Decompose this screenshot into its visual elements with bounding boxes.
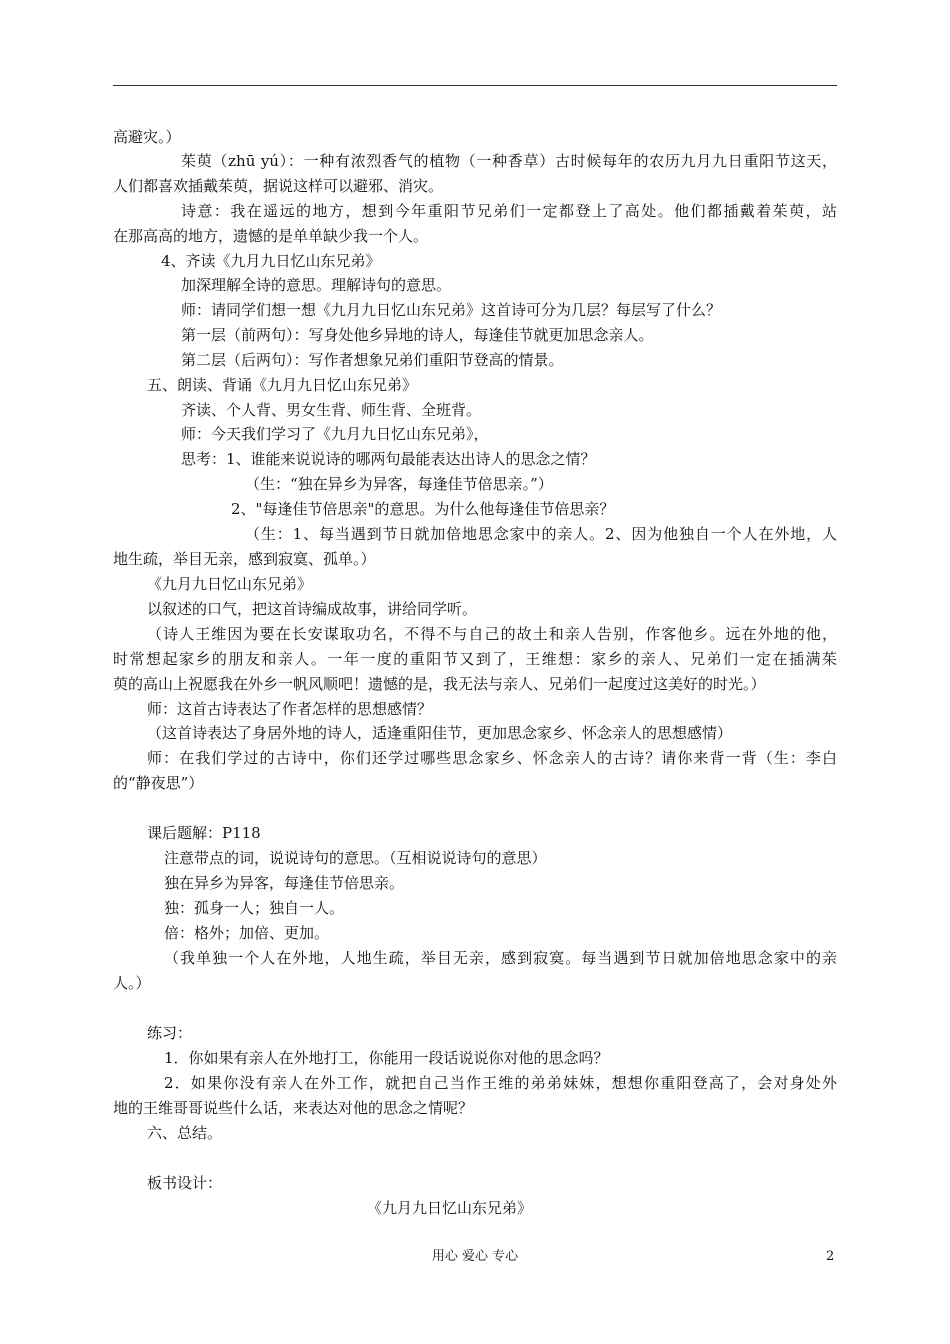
text-line: （生：“独在异乡为异客，每逢佳节倍思亲。”）: [245, 475, 553, 493]
section-heading: 4、齐读《九月九日忆山东兄弟》: [161, 252, 381, 270]
text-line: 人。）: [113, 974, 151, 992]
text-line: 《九月九日忆山东兄弟》: [147, 575, 313, 593]
text-line: 地的王维哥哥说些什么话，来表达对他的思念之情呢？: [113, 1099, 474, 1117]
section-heading: 六、总结。: [147, 1124, 223, 1142]
text-line: 加深理解全诗的意思。理解诗句的意思。: [181, 276, 452, 294]
header-rule: [113, 85, 837, 86]
text-line: 思考：1、谁能来说说诗的哪两句最能表达出诗人的思念之情？: [181, 450, 596, 468]
text-line: 第二层（后两句）：写作者想象兄弟们重阳节登高的情景。: [181, 351, 564, 369]
text-line: 诗意：我在遥远的地方，想到今年重阳节兄弟们一定都登上了高处。他们都插戴着茱萸，站: [181, 202, 837, 220]
text-line: 独在异乡为异客，每逢佳节倍思亲。: [164, 874, 405, 892]
text-line: （我单独一个人在外地，人地生疏，举目无亲，感到寂寞。每当遇到节日就加倍地思念家中的亲: [164, 949, 837, 967]
text-line: 倍：格外；加倍、更加。: [164, 924, 330, 942]
section-heading: 五、朗读、背诵《九月九日忆山东兄弟》: [147, 376, 418, 394]
footer-motto: 用心 爱心 专心: [431, 1249, 519, 1264]
text-line: 以叙述的口气，把这首诗编成故事，讲给同学听。: [147, 600, 478, 618]
text-line: 在那高高的地方，遗憾的是单单缺少我一个人。: [113, 227, 429, 245]
text-line: 人们都喜欢插戴茱萸，据说这样可以避邪、消灾。: [113, 177, 444, 195]
text-line: 师：在我们学过的古诗中，你们还学过哪些思念家乡、怀念亲人的古诗？请你来背一背（生：李白: [147, 749, 837, 767]
text-line: 师：请同学们想一想《九月九日忆山东兄弟》这首诗可分为几层？每层写了什么？: [181, 301, 722, 319]
text-line: 高避灾。）: [113, 128, 181, 146]
board-title: 《九月九日忆山东兄弟》: [367, 1199, 533, 1217]
section-heading: 板书设计：: [147, 1174, 223, 1192]
text-line: 茱萸（zhū yú）：一种有浓烈香气的植物（一种香草）古时候每年的农历九月九日重阳节这天，: [181, 152, 837, 170]
text-line: （生：1、每当遇到节日就加倍地思念家中的亲人。2、因为他独自一个人在外地，人: [245, 525, 837, 543]
section-heading: 课后题解：P118: [147, 824, 261, 842]
text-line: 注意带点的词，说说诗句的意思。（互相说说诗句的意思）: [164, 849, 547, 867]
text-line: 师：今天我们学习了《九月九日忆山东兄弟》，: [181, 425, 489, 443]
text-line: 第一层（前两句）：写身处他乡异地的诗人，每逢佳节就更加思念亲人。: [181, 326, 654, 344]
text-line: （这首诗表达了身居外地的诗人，适逢重阳佳节，更加思念家乡、怀念亲人的思想感情）: [147, 724, 733, 742]
text-line: 2．如果你没有亲人在外工作，就把自己当作王维的弟弟妹妹，想想你重阳登高了，会对身处外: [164, 1074, 837, 1092]
text-line: 独：孤身一人；独自一人。: [164, 899, 345, 917]
text-line: 师：这首古诗表达了作者怎样的思想感情？: [147, 700, 433, 718]
text-line: 时常想起家乡的朋友和亲人。一年一度的重阳节又到了，王维想：家乡的亲人、兄弟们一定在插满茱: [113, 650, 837, 668]
page-number: 2: [826, 1249, 835, 1264]
text-line: 2、"每逢佳节倍思亲"的意思。为什么他每逢佳节倍思亲？: [231, 500, 615, 518]
text-line: 的“静夜思”）: [113, 774, 204, 792]
section-heading: 练习：: [147, 1024, 193, 1042]
text-line: 齐读、个人背、男女生背、师生背、全班背。: [181, 401, 482, 419]
text-line: 1．你如果有亲人在外地打工，你能用一段话说说你对他的思念吗？: [164, 1049, 609, 1067]
text-line: 萸的高山上祝愿我在外乡一帆风顺吧！遗憾的是，我无法与亲人、兄弟们一起度过这美好的时光。）: [113, 675, 766, 693]
text-line: （诗人王维因为要在长安谋取功名，不得不与自己的故土和亲人告别，作客他乡。远在外地的他，: [147, 625, 837, 643]
text-line: 地生疏，举目无亲，感到寂寞、孤单。）: [113, 550, 376, 568]
